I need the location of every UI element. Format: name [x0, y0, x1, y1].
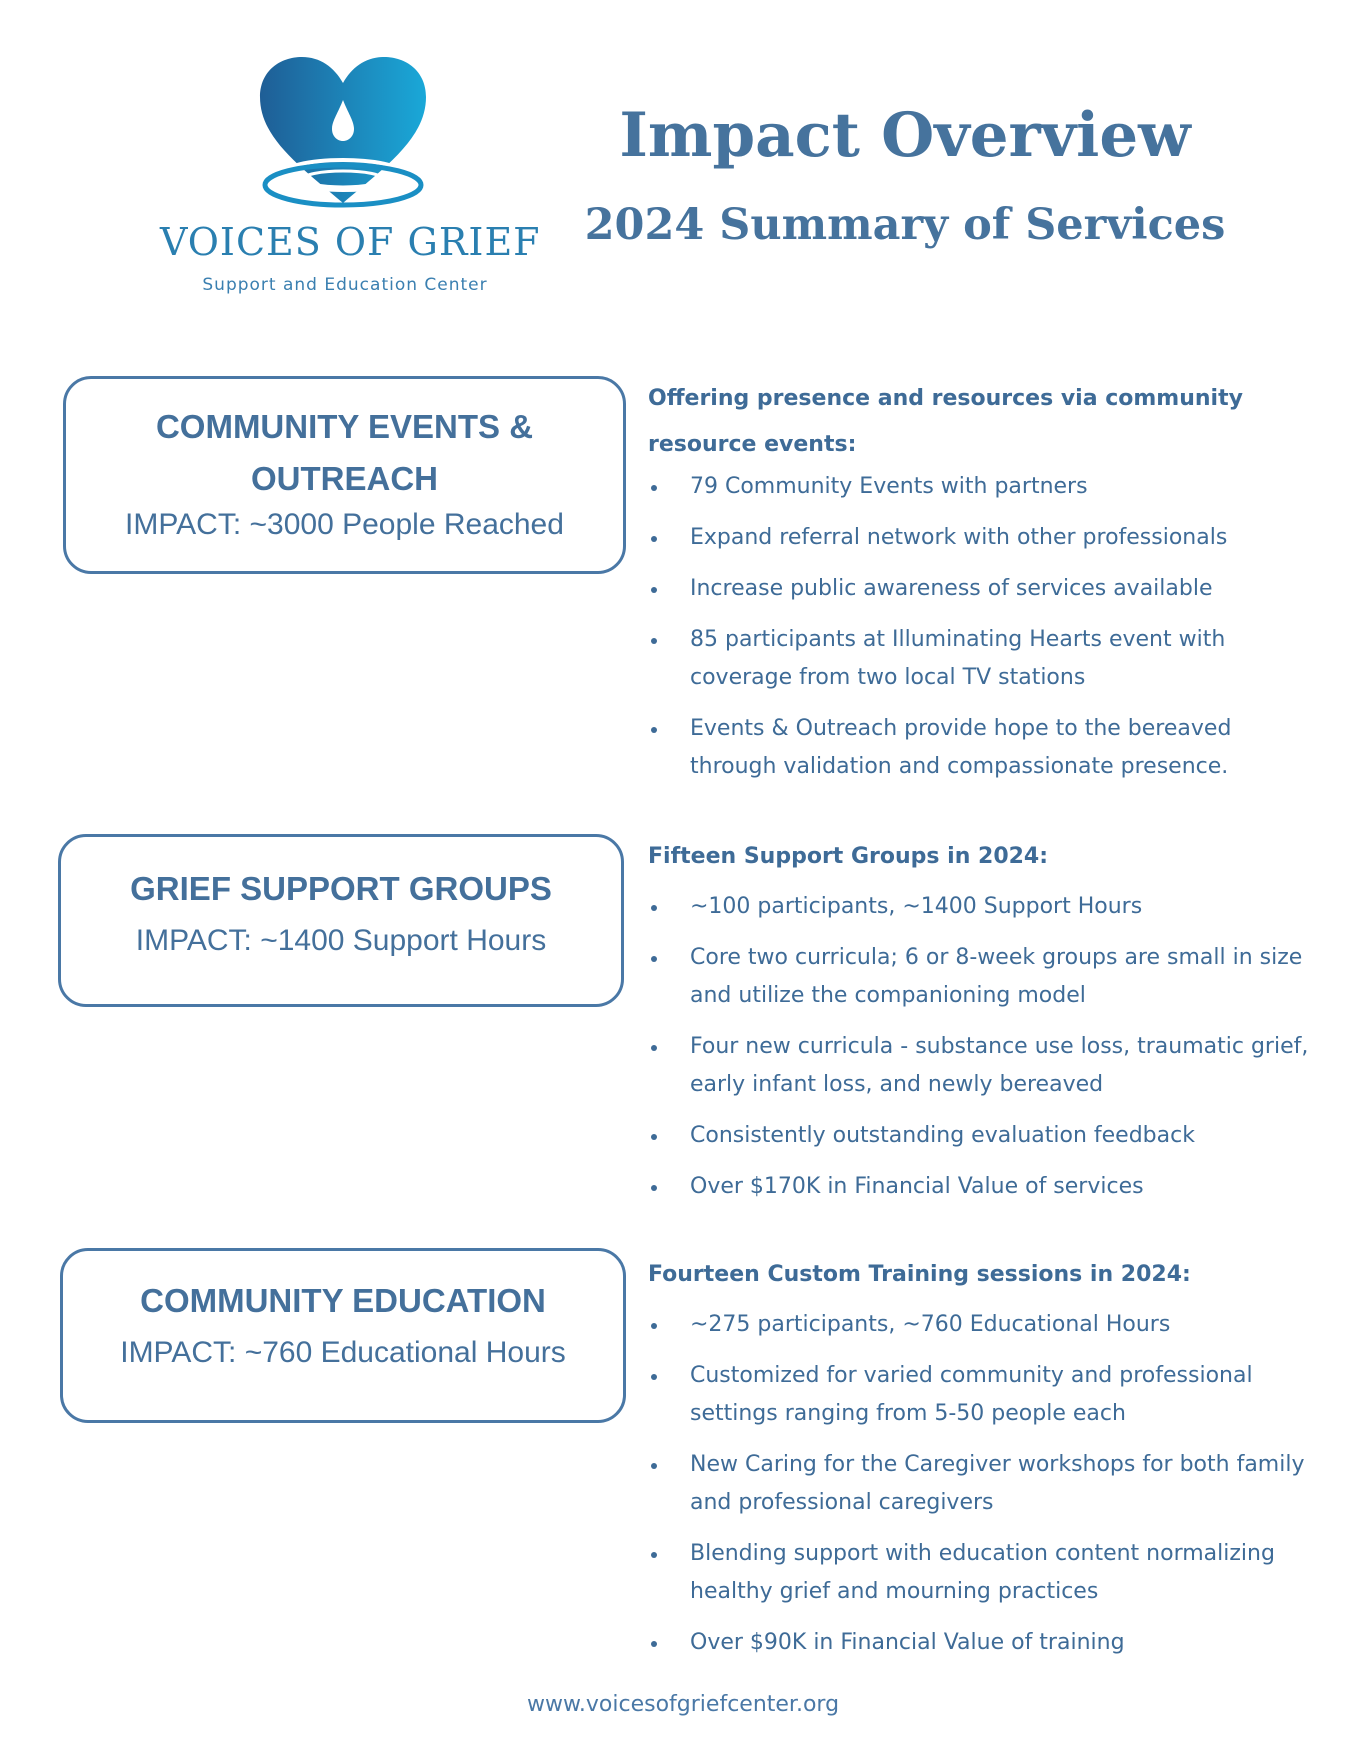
list-item: 85 participants at Illuminating Hearts event with coverage from two local TV stations	[648, 621, 1318, 697]
list-item: Increase public awareness of services available	[648, 570, 1318, 608]
logo-tagline: Support and Education Center	[202, 275, 488, 295]
bullet-icon	[651, 1045, 657, 1051]
list-item: Over $90K in Financial Value of training	[648, 1624, 1318, 1662]
list-item: Expand referral network with other professionals	[648, 519, 1318, 557]
bullet-icon	[651, 956, 657, 962]
box-title: GRIEF SUPPORT GROUPS	[130, 870, 552, 907]
list-item: 79 Community Events with partners	[648, 468, 1318, 506]
bullet-icon	[651, 1134, 657, 1140]
section-heading: Fifteen Support Groups in 2024:	[648, 844, 1049, 869]
logo-name: VOICES OF GRIEF	[160, 220, 541, 264]
list-item: Events & Outreach provide hope to the bereaved through validation and compassionate presence.	[648, 710, 1318, 786]
box-title: COMMUNITY EDUCATION	[140, 1282, 546, 1319]
list-item: Customized for varied community and professional settings ranging from 5-50 people each	[648, 1357, 1318, 1433]
bullet-icon	[651, 1323, 657, 1329]
section-heading: Fourteen Custom Training sessions in 2024:	[648, 1262, 1191, 1287]
community-education-box	[60, 1248, 626, 1423]
community-education-details	[648, 1252, 1318, 1675]
box-title: COMMUNITY EVENTS & OUTREACH	[155, 408, 534, 497]
list-item: ~100 participants, ~1400 Support Hours	[648, 888, 1318, 926]
community-events-box	[63, 376, 626, 574]
list-item: Four new curricula - substance use loss, traumatic grief, early infant loss, and newly bereaved	[648, 1028, 1318, 1104]
bullet-icon	[651, 1641, 657, 1647]
bullet-icon	[651, 727, 657, 733]
bullet-icon	[651, 1463, 657, 1469]
bullet-icon	[651, 905, 657, 911]
bullet-icon	[651, 1552, 657, 1558]
list-item: Core two curricula; 6 or 8-week groups are small in size and utilize the companioning model	[648, 939, 1318, 1015]
bullet-icon	[651, 638, 657, 644]
box-impact: IMPACT: ~3000 People Reached	[125, 508, 564, 541]
grief-support-groups-box	[58, 834, 624, 1007]
bullet-icon	[651, 1374, 657, 1380]
bullet-icon	[651, 587, 657, 593]
list-item: ~275 participants, ~760 Educational Hours	[648, 1306, 1318, 1344]
list-item: Blending support with education content normalizing healthy grief and mourning practices	[648, 1535, 1318, 1611]
page-subtitle: 2024 Summary of Services	[584, 200, 1226, 250]
bullet-icon	[651, 485, 657, 491]
list-item: Over $170K in Financial Value of services	[648, 1168, 1318, 1206]
list-item: Consistently outstanding evaluation feedback	[648, 1117, 1318, 1155]
section-heading: Offering presence and resources via community resource events:	[648, 386, 1243, 457]
grief-support-groups-details	[648, 834, 1318, 1219]
box-impact: IMPACT: ~760 Educational Hours	[120, 1336, 566, 1369]
website-link[interactable]: www.voicesofgriefcenter.org	[526, 1692, 840, 1717]
heart-water-drop-icon	[258, 55, 428, 215]
logo	[150, 55, 541, 310]
community-events-details	[648, 376, 1318, 799]
box-impact: IMPACT: ~1400 Support Hours	[135, 924, 547, 957]
bullet-icon	[651, 1185, 657, 1191]
page-title: Impact Overview	[619, 100, 1191, 171]
bullet-icon	[651, 536, 657, 542]
list-item: New Caring for the Caregiver workshops for both family and professional caregivers	[648, 1446, 1318, 1522]
